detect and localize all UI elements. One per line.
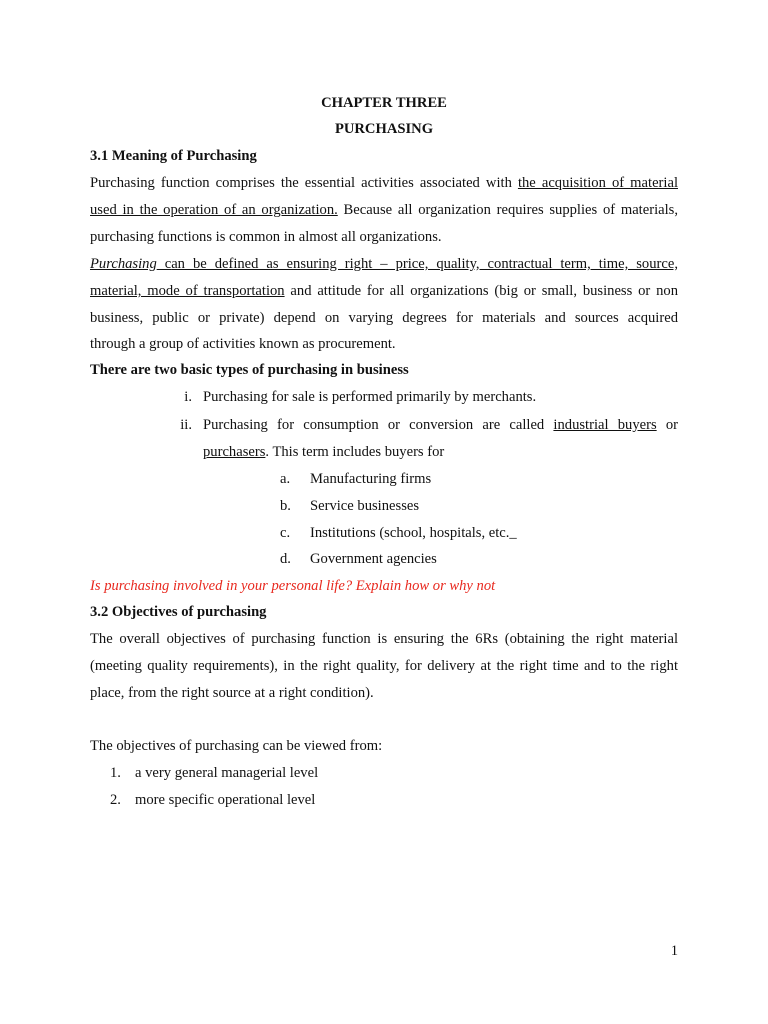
underlined-text: used in the operation of an organization. (90, 202, 338, 218)
sublist-item (280, 550, 678, 568)
text-span: Because all organization requires supplies of materials, (337, 202, 678, 218)
list-item-text: Service businesses (310, 498, 420, 514)
list-item-text (203, 416, 678, 434)
chapter-title: PURCHASING (334, 121, 434, 137)
list-marker: 2. (110, 792, 121, 808)
paragraph-line: The overall objectives of purchasing function is ensuring the 6Rs (obtaining the right material (90, 631, 678, 647)
paragraph-line: business, public or private) depend on varying degrees for materials and sources acquired (90, 310, 678, 326)
list-marker: a. (280, 471, 291, 487)
text-span: or (656, 417, 678, 433)
list-item-continuation (203, 443, 678, 461)
text-span: Purchasing for consumption or conversion are called (203, 417, 554, 433)
text-span: and attitude for all organizations (big or small, business or non (284, 283, 678, 299)
paragraph-line: (meeting quality requirements), in the right quality, for delivery at the right time and to the right (90, 658, 678, 674)
sublist-item (280, 524, 678, 542)
underlined-text: c (156, 256, 172, 272)
reflection-question: Is purchasing involved in your personal life? Explain how or why not (90, 578, 496, 594)
list-marker: d. (280, 551, 291, 567)
list-item-text: Institutions (school, hospitals, etc._ (310, 525, 517, 541)
section-heading-3-1: 3.1 Meaning of Purchasing (90, 148, 257, 164)
text-span: Purchasing function comprises the essential activities associated with (90, 175, 518, 191)
underlined-italic-term: Purchasing (90, 256, 157, 272)
sublist-item (280, 497, 678, 515)
paragraph-line: place, from the right source at a right condition). (90, 685, 374, 701)
numbered-list-item (110, 791, 678, 809)
list-item-text: Manufacturing firms (310, 471, 432, 487)
list-marker: 1. (110, 765, 121, 781)
list-item (170, 416, 678, 434)
underlined-text: purchasers (203, 444, 266, 460)
list-marker: ii. (180, 417, 192, 433)
underlined-text: industrial buyers (553, 417, 657, 433)
underlined-text: the acquisition of material (517, 175, 678, 191)
list-marker: c. (280, 525, 291, 541)
paragraph-line: The objectives of purchasing can be viewed from: (90, 738, 383, 754)
types-heading: There are two basic types of purchasing in business (90, 362, 409, 378)
paragraph-line: purchasing functions is common in almost all organizations. (90, 229, 442, 245)
list-item-text: Government agencies (310, 551, 437, 567)
list-marker: i. (184, 389, 192, 405)
list-marker: b. (280, 498, 291, 514)
list-item-text: a very general managerial level (135, 765, 319, 781)
numbered-list-item (110, 764, 678, 782)
paragraph-line (90, 255, 678, 273)
paragraph-line (90, 201, 678, 219)
paragraph-line: through a group of activities known as procurement. (90, 336, 396, 352)
text-span: . This term includes buyers for (265, 444, 445, 460)
list-item-text: Purchasing for sale is performed primarily by merchants. (203, 389, 537, 405)
list-item (170, 388, 678, 406)
paragraph-line (90, 174, 678, 192)
sublist-item (280, 470, 678, 488)
underlined-text: material, mode of transportation (90, 283, 285, 299)
underlined-text: an be defined as ensuring right – price, quality, contractual term, time, source, (171, 256, 678, 272)
section-heading-3-2: 3.2 Objectives of purchasing (90, 604, 267, 620)
list-item-text: more specific operational level (135, 792, 316, 808)
chapter-number: CHAPTER THREE (321, 95, 447, 111)
page-number: 1 (670, 943, 678, 959)
paragraph-line (90, 282, 678, 300)
